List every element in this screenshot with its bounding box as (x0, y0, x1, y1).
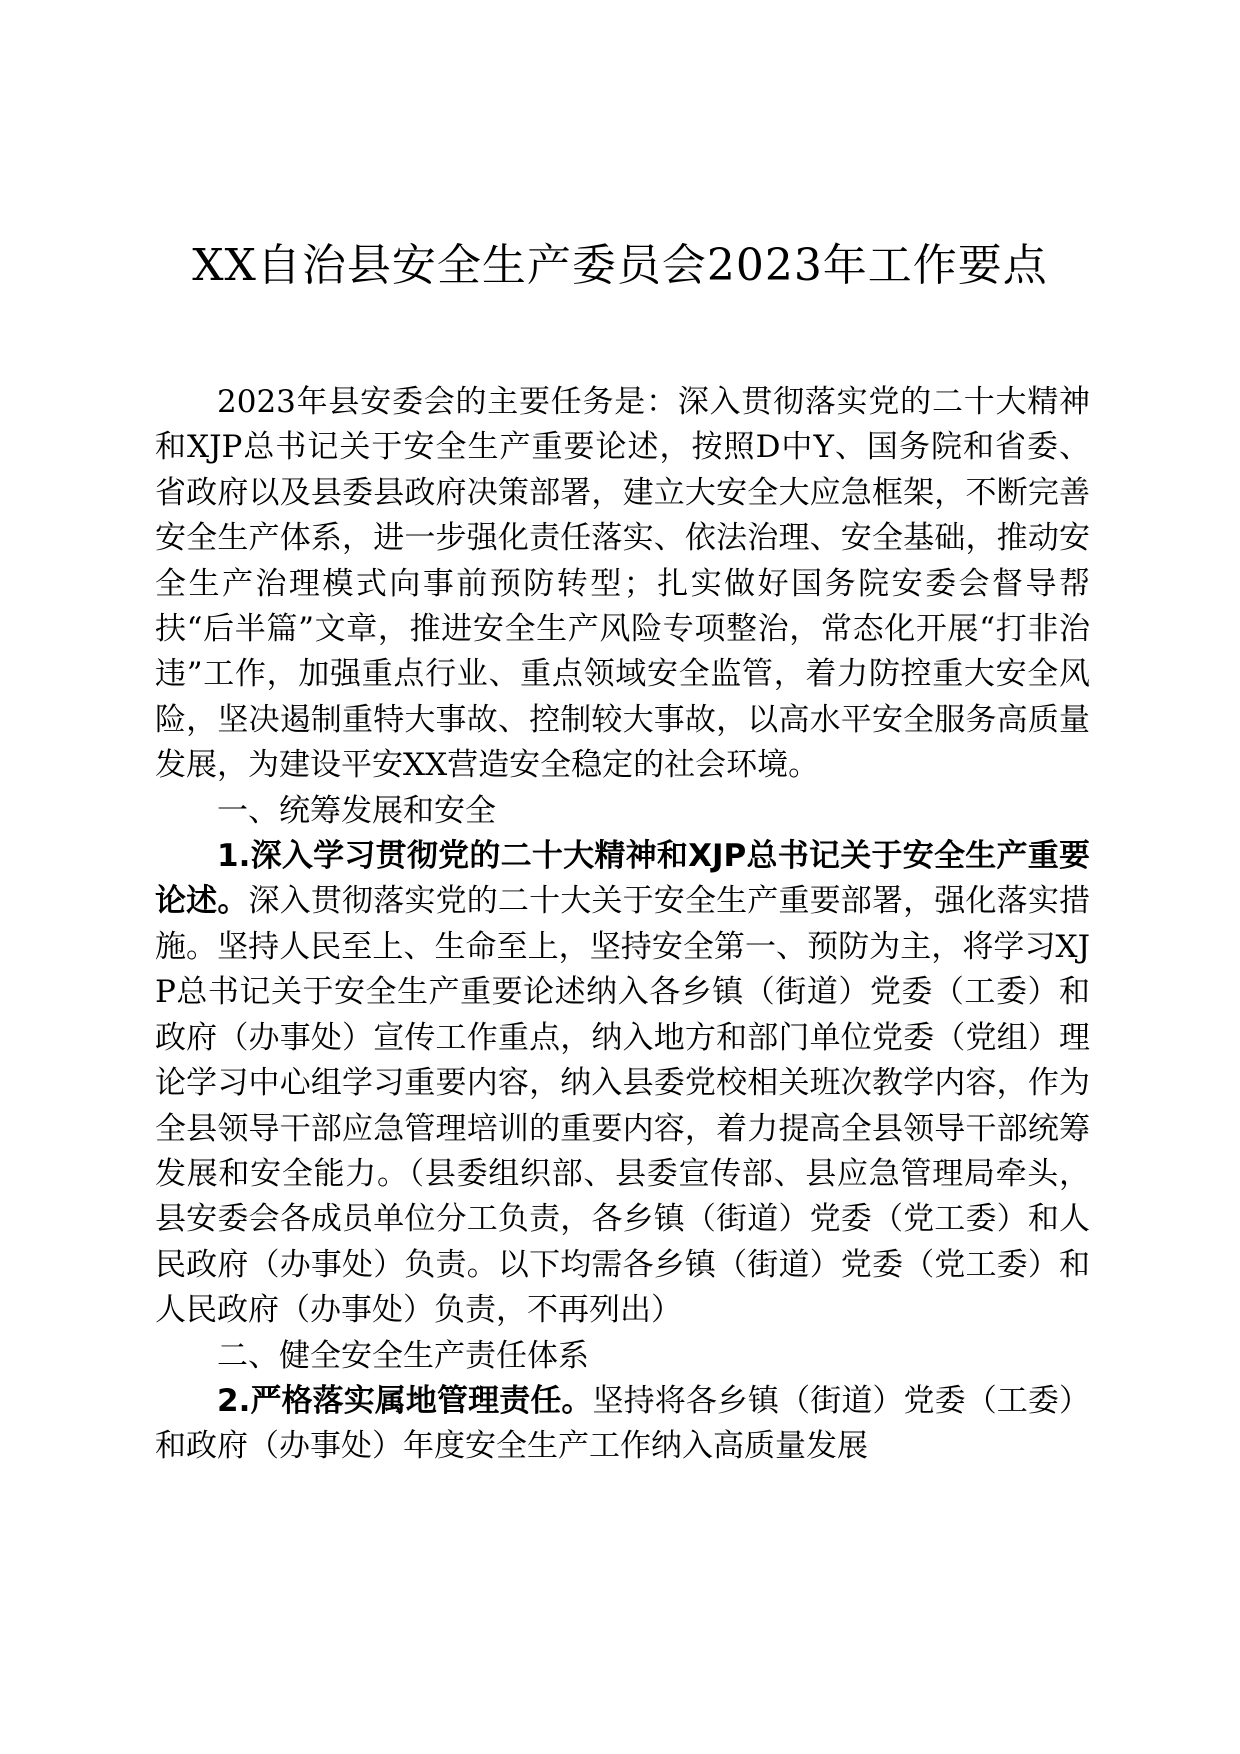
item-body-2: 坚持将各乡镇（街道）党委（工委）和政府（办事处）年度安全生产工作纳入高质量发展 (155, 1382, 1090, 1465)
item-paragraph-2 (155, 1379, 1090, 1470)
item-paragraph-1 (155, 834, 1090, 1333)
section-heading-2: 二、健全安全生产责任体系 (217, 1337, 589, 1374)
item-lead-2: 2.严格落实属地管理责任。 (217, 1382, 593, 1419)
item-lead-1: 1.深入学习贯彻党的二十大精神和XJP总书记关于安全生产重要论述。 (155, 838, 1090, 920)
item-body-1: 深入贯彻落实党的二十大关于安全生产重要部署，强化落实措施。坚持人民至上、生命至上，坚持安全第一、预防为主，将学习XJP总书记关于安全生产重要论述纳入各乡镇（街道）党委（工委）和政府（办事处）宣传工作重点，纳入地方和部门单位党委（党组）理论学习中心组学习重要内容，纳入县委党校相关班次教学内容，作为全县领导干部应急管理培训的重要内容，着力提高全县领导干部统筹发展和安全能力。（县委组织部、县委宣传部、县应急管理局牵头，县安委会各成员单位分工负责，各乡镇（街道）党委（党工委）和人民政府（办事处）负责。以下均需各乡镇（街道）党委（党工委）和人民政府（办事处）负责，不再列出） (155, 883, 1091, 1329)
document-body (155, 380, 1090, 1470)
intro-paragraph: 2023年县安委会的主要任务是：深入贯彻落实党的二十大精神和XJP总书记关于安全生产重要论述，按照D中Y、国务院和省委、省政府以及县委县政府决策部署，建立大安全大应急框架，不断完善安全生产体系，进一步强化责任落实、依法治理、安全基础，推动安全生产治理模式向事前预防转型；扎实做好国务院安委会督导帮扶“后半篇”文章，推进安全生产风险专项整治，常态化开展“打非治违”工作，加强重点行业、重点领域安全监管，着力防控重大安全风险，坚决遏制重特大事故、控制较大事故，以高水平安全服务高质量发展，为建设平安XX营造安全稳定的社会环境。 (155, 384, 1090, 784)
document-title: XX自治县安全生产委员会2023年工作要点 (192, 240, 1048, 291)
section-heading-1: 一、统筹发展和安全 (217, 792, 496, 829)
